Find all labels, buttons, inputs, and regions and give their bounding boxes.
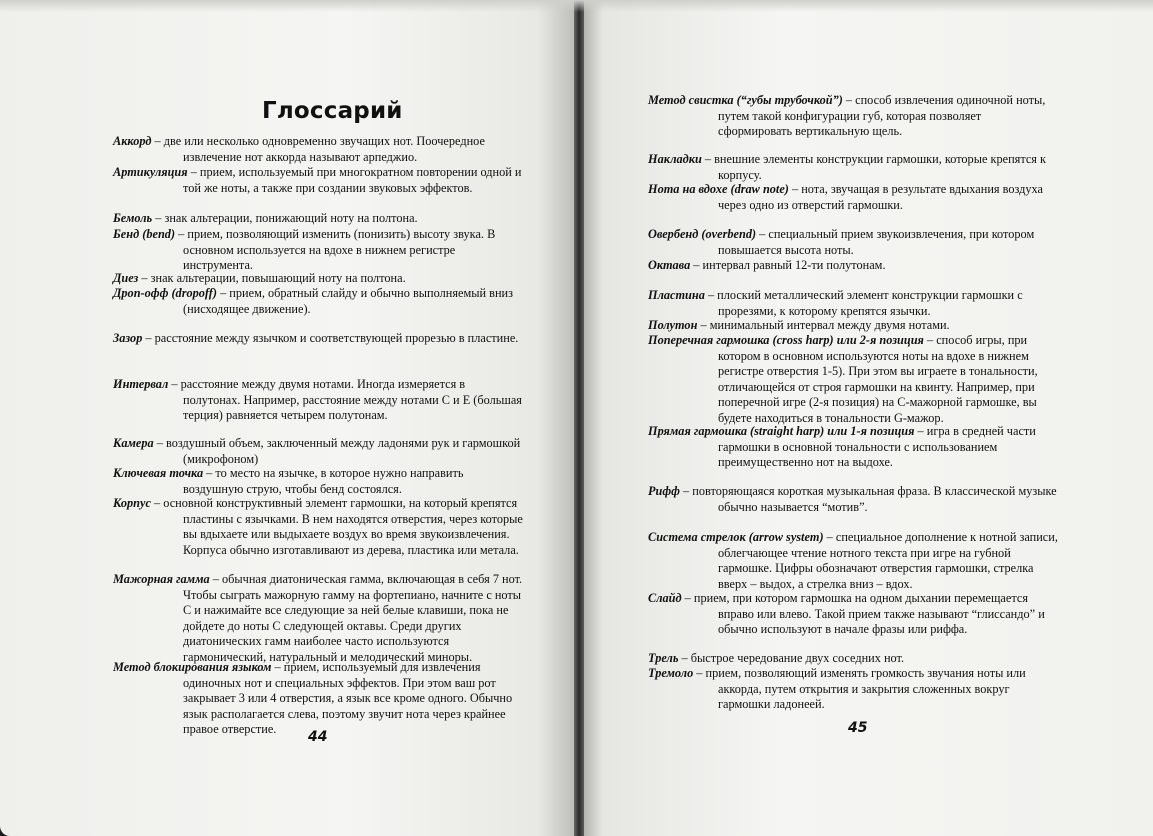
glossary-term: Система стрелок (arrow system) xyxy=(648,530,824,544)
glossary-definition: прием, позволяющий изменять громкость звучания ноты или аккорда, путем открытия и закрытия сложенных вокруг гармошки ладонеей. xyxy=(705,666,1026,711)
glossary-term: Нота на вдохе (draw note) xyxy=(648,182,789,196)
glossary-definition: прием, используемый для извлечения одиночных нот и специальных эффектов. При этом ваш рот закрывает 3 или 4 отверстия, а язык все кроме одного. Обычно язык располагается слева, поэтому звучит нота через крайнее правое отверстие. xyxy=(183,660,513,736)
glossary-entry: Рифф – повторяющаяся короткая музыкальная фраза. В классической музыке обычно называется “мотив”. xyxy=(648,484,1057,514)
glossary-term: Полутон xyxy=(648,318,698,332)
glossary-definition: способ извлечения одиночной ноты, путем такой конфигурации губ, которая позволяет сформировать вертикальную щель. xyxy=(718,93,1046,138)
glossary-entry: Бенд (bend) – прием, позволяющий изменить (понизить) высоту звука. В основном используется на вдохе в нижнем регистре инструмента. xyxy=(113,227,496,272)
glossary-definition: специальное дополнение к нотной записи, облегчающее чтение нотного текста при игре на губной гармошке. Цифры обозначают отверстия гармошки, стрелка вверх – выдох, а стрелка вниз – вдох. xyxy=(718,530,1058,591)
glossary-entry: Зазор – расстояние между язычком и соответствующей прорезью в пластине. xyxy=(113,331,519,345)
glossary-definition: повторяющаяся короткая музыкальная фраза. В классической музыке обычно называется “мотив”. xyxy=(692,484,1057,514)
glossary-entry: Аккорд – две или несколько одновременно звучащих нот. Поочередное извлечение нот аккорда называют арпеджио. xyxy=(113,134,485,164)
glossary-definition: воздушный объем, заключенный между ладонями рук и гармошкой (микрофоном) xyxy=(165,436,521,466)
glossary-term: Рифф xyxy=(648,484,680,498)
glossary-entry: Система стрелок (arrow system) – специальное дополнение к нотной записи, облегчающее чтение нотного текста при игре на губной гармошке. Цифры обозначают отверстия гармошки, стрелка вверх – выдох, а стрелка вниз – вдох. xyxy=(648,530,1058,591)
glossary-definition: специальный прием звукоизвлечения, при котором повышается высота ноты. xyxy=(718,227,1035,257)
glossary-entry: Дроп-офф (dropoff) – прием, обратный слайду и обычно выполняемый вниз (нисходящее движение). xyxy=(113,286,513,316)
glossary-term: Дроп-офф (dropoff) xyxy=(113,286,217,300)
glossary-definition: способ игры, при котором в основном используются ноты на вдохе в нижнем регистре отверстия 1-5). При этом вы играете в тональности, отличающейся от строя гармошки на квинту. Например, при поперечной игре (2-я позиция) на С-мажорной гармошке, вы будете находиться в тональности G-мажор. xyxy=(718,333,1038,425)
glossary-definition: быстрое чередование двух соседних нот. xyxy=(690,651,905,665)
glossary-entry: Мажорная гамма – обычная диатоническая гамма, включающая в себя 7 нот. Чтобы сыграть мажорную гамму на фортепиано, начните с ноты С и нажимайте все следующие за ней белые клавиши, пока не дойдете до ноты С следующей октавы. Среди других диатонических гамм наиболее часто используются гармонический, натуральный и мелодический миноры. xyxy=(113,572,523,664)
glossary-definition: прием, обратный слайду и обычно выполняемый вниз (нисходящее движение). xyxy=(183,286,513,316)
glossary-entry: Нота на вдохе (draw note) – нота, звучащая в результате вдыхания воздуха через одно из отверстий гармошки. xyxy=(648,182,1043,212)
glossary-term: Мажорная гамма xyxy=(113,572,210,586)
glossary-definition: интервал равный 12-ти полутонам. xyxy=(702,258,886,272)
glossary-entry: Метод свистка (“губы трубочкой”) – способ извлечения одиночной ноты, путем такой конфигурации губ, которая позволяет сформировать вертикальную щель. xyxy=(648,93,1046,138)
glossary-term: Прямая гармошка (straight harp) или 1-я позиция xyxy=(648,424,915,438)
glossary-entry: Метод блокирования языком – прием, используемый для извлечения одиночных нот и специальных эффектов. При этом ваш рот закрывает 3 или 4 отверстия, а язык все кроме одного. Обычно язык располагается слева, поэтому звучит нота через крайнее правое отверстие. xyxy=(113,660,513,736)
glossary-definition: внешние элементы конструкции гармошки, которые крепятся к корпусу. xyxy=(714,152,1047,182)
glossary-entry: Корпус – основной конструктивный элемент гармошки, на который крепятся пластины с язычками. В нем находятся отверстия, через которые вы вдыхаете или выдыхаете воздух во время звукоизвлечения. Корпуса обычно изготавливают из дерева, пластика или метала. xyxy=(113,496,523,557)
glossary-entry: Полутон – минимальный интервал между двумя нотами. xyxy=(648,318,950,332)
glossary-term: Трель xyxy=(648,651,679,665)
glossary-definition: основной конструктивный элемент гармошки, на который крепятся пластины с язычками. В нем находятся отверстия, через которые вы вдыхаете или выдыхаете воздух во время звукоизвлечения. Корпуса обычно изготавливают из дерева, пластика или метала. xyxy=(163,496,523,557)
glossary-definition: плоский металлический элемент конструкции гармошки с прорезями, к которому крепятся язычки. xyxy=(717,288,1023,318)
glossary-definition: обычная диатоническая гамма, включающая в себя 7 нот. Чтобы сыграть мажорную гамму на фортепиано, начните с ноты С и нажимайте все следующие за ней белые клавиши, пока не дойдете до ноты С следующей октавы. Среди других диатонических гамм наиболее часто используются гармонический, натуральный и мелодический миноры. xyxy=(183,572,523,664)
glossary-term: Слайд xyxy=(648,591,682,605)
glossary-term: Бемоль xyxy=(113,211,153,225)
page-title: Глоссарий xyxy=(262,98,403,124)
glossary-term: Корпус xyxy=(113,496,151,510)
glossary-entry: Овербенд (overbend) – специальный прием звукоизвлечения, при котором повышается высота ноты. xyxy=(648,227,1035,257)
glossary-term: Пластина xyxy=(648,288,705,302)
glossary-term: Метод блокирования языком xyxy=(113,660,272,674)
page-number: 45 xyxy=(848,720,868,736)
glossary-term: Овербенд (overbend) xyxy=(648,227,757,241)
glossary-term: Метод свистка (“губы трубочкой”) xyxy=(648,93,843,107)
glossary-term: Бенд (bend) xyxy=(113,227,176,241)
book-gutter xyxy=(574,0,584,836)
glossary-definition: нота, звучащая в результате вдыхания воздуха через одно из отверстий гармошки. xyxy=(718,182,1043,212)
glossary-term: Ключевая точка xyxy=(113,466,204,480)
glossary-entry: Октава – интервал равный 12-ти полутонам. xyxy=(648,258,886,272)
glossary-term: Накладки xyxy=(648,152,702,166)
glossary-term: Тремоло xyxy=(648,666,694,680)
glossary-term: Поперечная гармошка (cross harp) или 2-я позиция xyxy=(648,333,924,347)
glossary-term: Диез xyxy=(113,271,139,285)
glossary-definition: то место на язычке, в которое нужно направить воздушную струю, чтобы бенд состоялся. xyxy=(183,466,464,496)
glossary-definition: минимальный интервал между двумя нотами. xyxy=(709,318,950,332)
glossary-definition: две или несколько одновременно звучащих нот. Поочередное извлечение нот аккорда называют арпеджио. xyxy=(163,134,485,164)
glossary-list-right xyxy=(580,0,1153,836)
glossary-definition: прием, при котором гармошка на одном дыхании перемещается вправо или влево. Такой прием также называют “глиссандо” и обычно используют в начале фразы или риффа. xyxy=(693,591,1045,636)
glossary-term: Зазор xyxy=(113,331,143,345)
glossary-entry: Камера – воздушный объем, заключенный между ладонями рук и гармошкой (микрофоном) xyxy=(113,436,521,466)
glossary-entry: Бемоль – знак альтерации, понижающий ноту на полтона. xyxy=(113,211,418,225)
glossary-term: Октава xyxy=(648,258,691,272)
glossary-entry: Диез – знак альтерации, повышающий ноту на полтона. xyxy=(113,271,406,285)
glossary-definition: знак альтерации, понижающий ноту на полтона. xyxy=(164,211,418,225)
glossary-entry: Пластина – плоский металлический элемент конструкции гармошки с прорезями, к которому крепятся язычки. xyxy=(648,288,1023,318)
glossary-definition: игра в средней части гармошки в основной тональности с использованием преимущественно нот на выдохе. xyxy=(718,424,1036,469)
page-shadow xyxy=(0,0,1153,12)
glossary-entry: Накладки – внешние элементы конструкции гармошки, которые крепятся к корпусу. xyxy=(648,152,1047,182)
glossary-definition: прием, используемый при многократном повторении одной и той же ноты, а также при создании звуковых эффектов. xyxy=(183,165,522,195)
glossary-definition: расстояние между язычком и соответствующей прорезью в пластине. xyxy=(154,331,519,345)
glossary-entry: Прямая гармошка (straight harp) или 1-я позиция – игра в средней части гармошки в основной тональности с использованием преимущественно нот на выдохе. xyxy=(648,424,1036,469)
glossary-definition: расстояние между двумя нотами. Иногда измеряется в полутонах. Например, расстояние между нотами С и Е (большая терция) равняется четырем полутонам. xyxy=(180,377,522,422)
glossary-definition: знак альтерации, повышающий ноту на полтона. xyxy=(150,271,406,285)
glossary-entry: Ключевая точка – то место на язычке, в которое нужно направить воздушную струю, чтобы бенд состоялся. xyxy=(113,466,464,496)
glossary-definition: прием, позволяющий изменить (понизить) высоту звука. В основном используется на вдохе в нижнем регистре инструмента. xyxy=(183,227,496,272)
glossary-term: Артикуляция xyxy=(113,165,188,179)
glossary-term: Интервал xyxy=(113,377,169,391)
glossary-entry: Слайд – прием, при котором гармошка на одном дыхании перемещается вправо или влево. Такой прием также называют “глиссандо” и обычно используют в начале фразы или риффа. xyxy=(648,591,1045,636)
glossary-entry: Трель – быстрое чередование двух соседних нот. xyxy=(648,651,905,665)
page-number: 44 xyxy=(308,729,328,745)
glossary-term: Аккорд xyxy=(113,134,152,148)
glossary-entry: Артикуляция – прием, используемый при многократном повторении одной и той же ноты, а также при создании звуковых эффектов. xyxy=(113,165,522,195)
right-page xyxy=(580,0,1153,836)
glossary-entry: Тремоло – прием, позволяющий изменять громкость звучания ноты или аккорда, путем открытия и закрытия сложенных вокруг гармошки ладонеей. xyxy=(648,666,1026,711)
glossary-entry: Интервал – расстояние между двумя нотами. Иногда измеряется в полутонах. Например, расстояние между нотами С и Е (большая терция) равняется четырем полутонам. xyxy=(113,377,522,422)
glossary-term: Камера xyxy=(113,436,154,450)
glossary-entry: Поперечная гармошка (cross harp) или 2-я позиция – способ игры, при котором в основном используются ноты на вдохе в нижнем регистре отверстия 1-5). При этом вы играете в тональности, отличающейся от строя гармошки на квинту. Например, при поперечной игре (2-я позиция) на С-мажорной гармошке, вы будете находиться в тональности G-мажор. xyxy=(648,333,1038,425)
